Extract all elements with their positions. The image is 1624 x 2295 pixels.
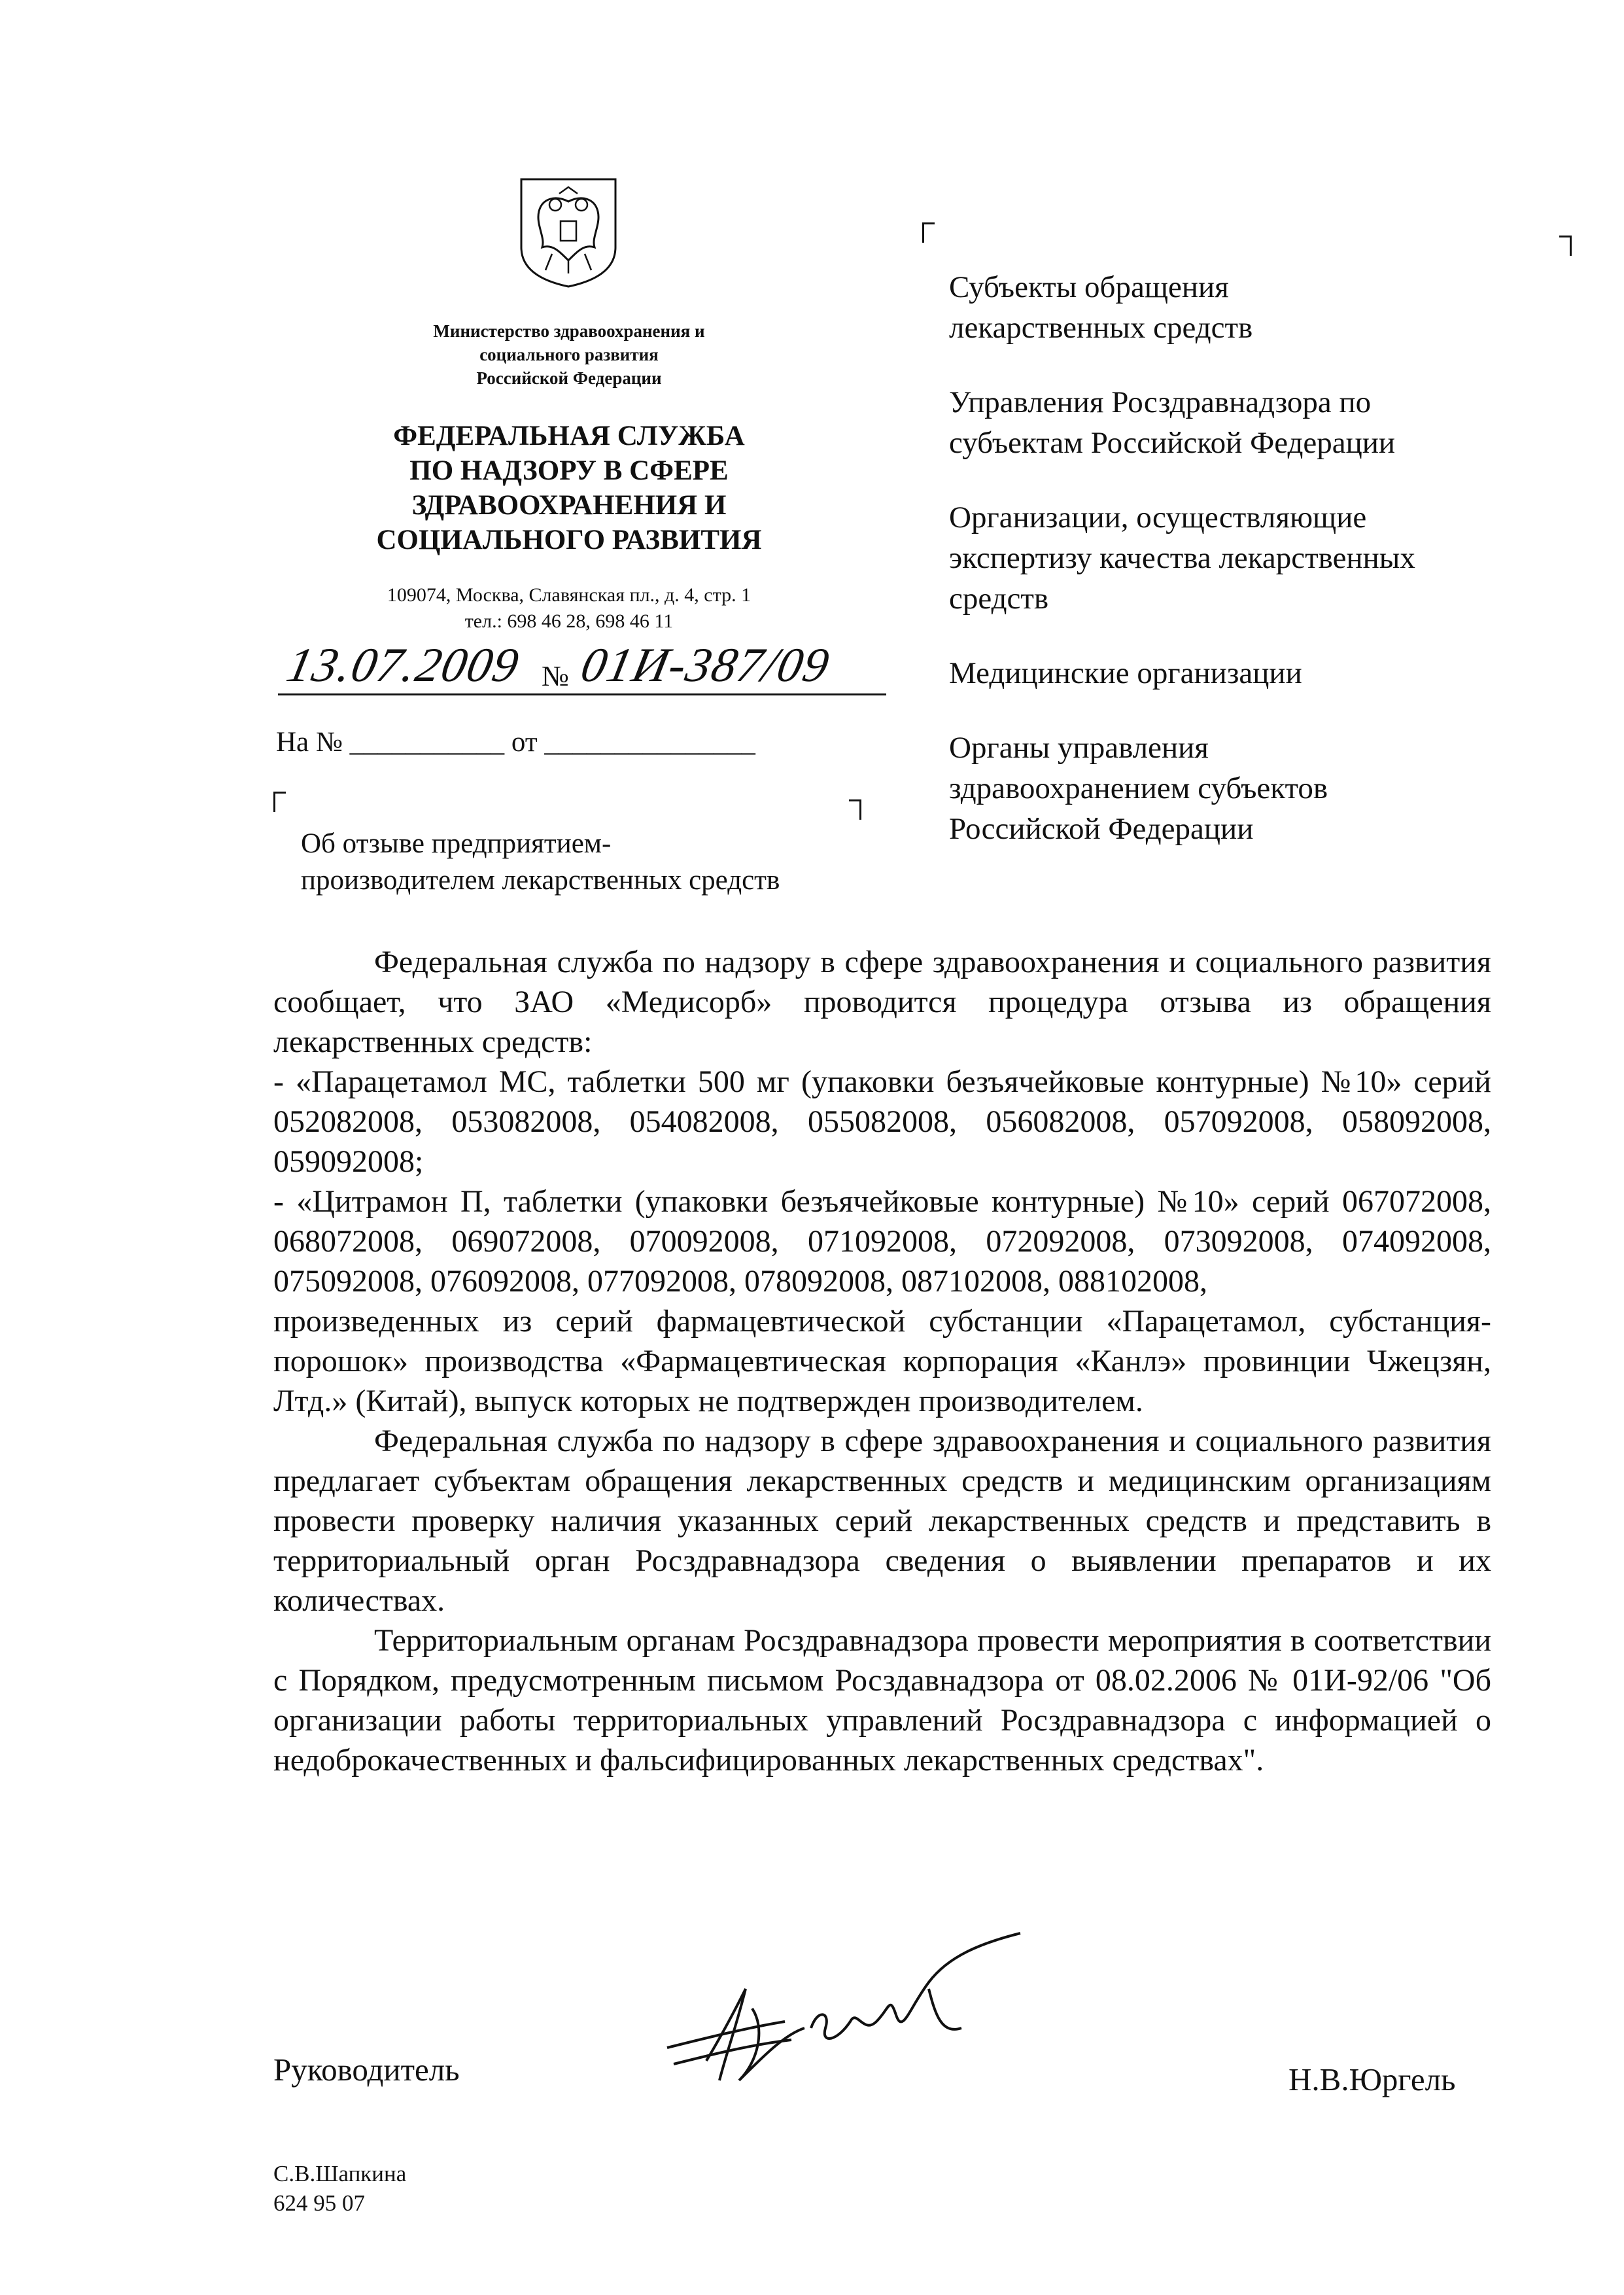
addressee-item [949,382,1577,463]
signatory-name: Н.В.Юргель [1288,2061,1456,2097]
subject-line: производителем лекарственных средств [301,865,780,896]
letter-body [273,942,1491,1780]
registration-date: 13.07.2009 [282,639,525,692]
reference-number-label: На № [276,727,343,758]
body-paragraph: произведенных из серий фармацевтической субстанции «Парацетамол, субстанция-порошок» производства «Фармацевтическая корпорация «Канлэ» провинции Чжецзян, Лтд.» (Китай), выпуск которых не подтвержден производителем. [273,1304,1491,1418]
address-line: 109074, Москва, Славянская пл., д. 4, стр. 1 [387,584,752,606]
subject-corner-left [273,792,286,812]
reference-number-blank: ___________ [349,727,505,758]
addressee-line: средств [949,582,1049,616]
registration-number: 01И-387/09 [576,639,835,692]
body-paragraph: - «Парацетамол МС, таблетки 500 мг (упаковки безъячейковые контурные) №10» серий 052082008, 053082008, 054082008, 055082008, 056082008, 057092008, 058092008, 059092008; [273,1064,1491,1179]
addressee-item [949,497,1577,619]
coat-of-arms-emblem [516,175,621,290]
addressee-item [949,653,1577,693]
registration-underline [278,693,886,695]
addressee-corner-left [922,222,935,243]
addressee-list [949,267,1577,883]
body-paragraph: Территориальным органам Росздравнадзора провести мероприятия в соответствии с Порядком, предусмотренным письмом Росздавнадзора от 08.02.2006 № 01И-92/06 "Об организации работы территориальных управлений Росздравнадзора с информацией о недоброкачественных и фальсифицированных лекарственных средствах". [273,1623,1491,1778]
subject-corner-right [849,799,861,820]
service-address [307,582,831,635]
ministry-name [366,319,772,390]
body-paragraph: Федеральная служба по надзору в сфере здравоохранения и социального развития сообщает, что ЗАО «Медисорб» проводится процедура отзыва из обращения лекарственных средств: [273,945,1491,1059]
addressee-item [949,267,1577,348]
reference-date-label: от [511,727,538,758]
service-line: ФЕДЕРАЛЬНАЯ СЛУЖБА [393,421,745,451]
subject-line: Об отзыве предприятием- [301,828,612,859]
addressee-line: здравоохранением субъектов [949,771,1328,805]
reference-date-blank: _______________ [544,727,755,758]
ministry-line: Российской Федерации [476,368,662,388]
registration-number-label: № [542,660,569,692]
signatory-position: Руководитель [273,2052,460,2088]
letter-subject [301,826,890,899]
handwritten-signature [654,1930,1046,2100]
addressee-line: субъектам Российской Федерации [949,426,1396,460]
addressee-line: Управления Росздравнадзора по [949,385,1372,419]
executor-name: С.В.Шапкина [273,2161,407,2186]
addressee-line: Органы управления [949,731,1209,765]
addressee-line: лекарственных средств [949,311,1253,345]
executor-info [273,2159,406,2218]
addressee-line: Организации, осуществляющие [949,500,1367,534]
ministry-line: социального развития [479,345,659,364]
service-line: СОЦИАЛЬНОГО РАЗВИТИЯ [376,525,762,555]
service-name [314,419,824,557]
body-paragraph: - «Цитрамон П, таблетки (упаковки безъячейковые контурные) №10» серий 067072008, 068072008, 069072008, 070092008, 071092008, 072092008, 073092008, 074092008, 075092008, 076092008, 077092008, 078092008, 087102008, 088102008, [273,1184,1491,1299]
executor-phone: 624 95 07 [273,2190,365,2216]
addressee-line: экспертизу качества лекарственных [949,541,1415,575]
addressee-line: Медицинские организации [949,656,1302,690]
service-line: ПО НАДЗОРУ В СФЕРЕ [409,455,729,486]
addressee-line: Субъекты обращения [949,270,1229,304]
ministry-line: Министерство здравоохранения и [433,321,705,341]
addressee-corner-right [1559,236,1572,256]
addressee-item [949,727,1577,849]
double-headed-eagle-icon [516,175,621,290]
addressee-line: Российской Федерации [949,812,1254,846]
body-paragraph: Федеральная служба по надзору в сфере здравоохранения и социального развития предлагает субъектам обращения лекарственных средств и медицинским организациям провести проверку наличия указанных серий лекарственных средств и представить в территориальный орган Росздравнадзора сведения о выявлении препаратов и их количествах. [273,1424,1491,1618]
reference-line [276,726,755,758]
service-line: ЗДРАВООХРАНЕНИЯ И [411,490,727,521]
phone-line: тел.: 698 46 28, 698 46 11 [464,610,674,632]
